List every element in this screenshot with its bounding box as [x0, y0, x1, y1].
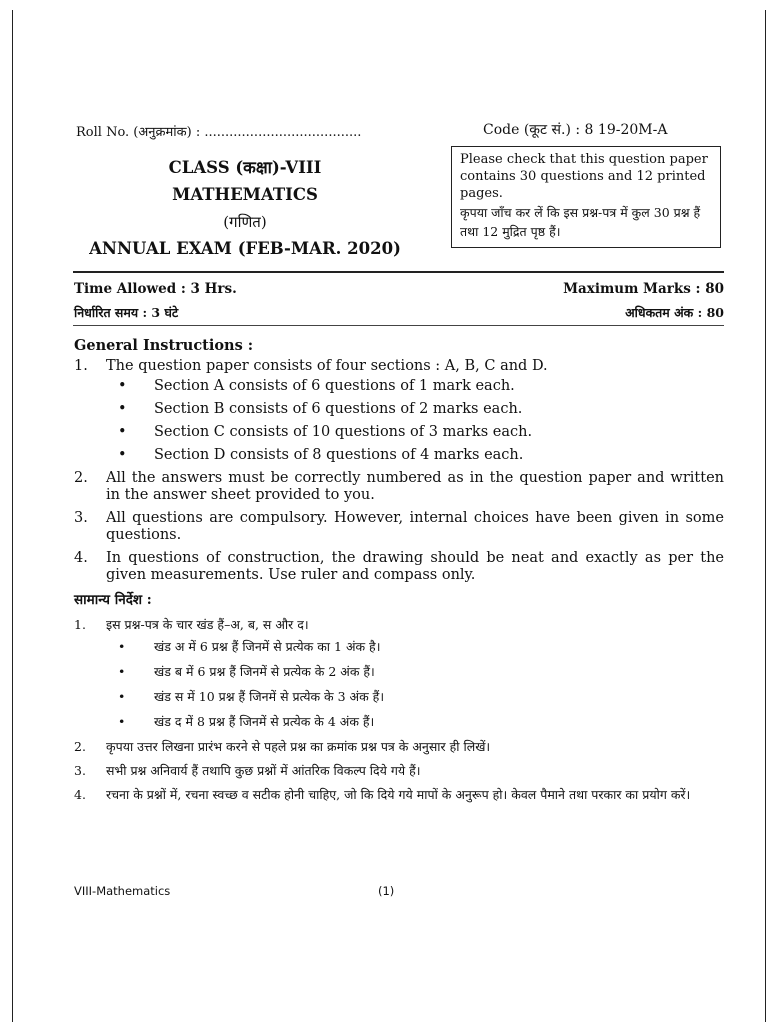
instruction-item-hindi: 4. रचना के प्रश्नों में, रचना स्वच्छ व सटीक होनी चाहिए, जो कि दिये गये मापों के अनुरूप हो। केवल पैमाने तथा परकार का प्रयोग करें।	[74, 787, 691, 802]
roll-number-label: Roll No. (अनुक्रमांक) : ......................................	[76, 125, 362, 140]
maximum-marks: Maximum Marks : 80	[563, 281, 724, 297]
instruction-item-hindi: 3. सभी प्रश्न अनिवार्य हैं तथापि कुछ प्रश्नों में आंतरिक विकल्प दिये गये हैं।	[74, 763, 421, 778]
maximum-marks-hindi: अधिकतम अंक : 80	[625, 305, 724, 320]
meta-row-hindi	[74, 304, 724, 321]
hindi-instructions	[74, 590, 724, 804]
section-bullet-hindi: • खंड ब में 6 प्रश्न हैं जिनमें से प्रत्येक के 2 अंक हैं।	[106, 662, 724, 681]
section-bullet-hindi: • खंड द में 8 प्रश्न हैं जिनमें से प्रत्येक के 4 अंक हैं।	[106, 712, 724, 731]
notice-hindi: कृपया जाँच कर लें कि इस प्रश्न-पत्र में कुल 30 प्रश्न हैं तथा 12 मुद्रित पृष्ठ हैं।	[460, 205, 701, 239]
meta-row-english	[74, 281, 724, 297]
title-block	[60, 156, 430, 264]
instructions	[74, 337, 724, 809]
instruction-item-hindi: 1. इस प्रश्न-पत्र के चार खंड हैं–अ, ब, स और द। • खंड अ में 6 प्रश्न हैं जिनमें से प्रत्येक का 1 अंक है। • खंड ब में 6 प्रश्न हैं जिनमें से प्रत्येक के 2 अंक हैं। • खंड स में 10 प्रश्न हैं जिनमें से प्रत्येक के 3 अंक हैं। • खंड द में 8 प्रश्न हैं जिनमें से प्रत्येक के 4 अंक हैं।	[74, 615, 724, 731]
instruction-item: 4. In questions of construction, the drawing should be neat and exactly as per the given measurements. Use ruler and compass only.	[74, 550, 724, 583]
section-list	[106, 378, 724, 464]
check-notice-box	[451, 146, 721, 248]
section-bullet: • Section A consists of 6 questions of 1 mark each.	[106, 378, 724, 395]
general-instructions-heading-hindi: सामान्य निर्देश :	[74, 592, 152, 608]
notice-english: Please check that this question paper contains 30 questions and 12 printed pages.	[460, 152, 708, 201]
page-footer	[74, 884, 724, 898]
divider-top	[73, 271, 724, 273]
section-bullet-hindi: • खंड स में 10 प्रश्न हैं जिनमें से प्रत्येक के 3 अंक हैं।	[106, 687, 724, 706]
section-bullet-hindi: • खंड अ में 6 प्रश्न हैं जिनमें से प्रत्येक का 1 अंक है।	[106, 637, 724, 656]
subject-title-hindi: (गणित)	[223, 213, 267, 231]
subject-title: MATHEMATICS	[172, 185, 318, 204]
class-title: CLASS (कक्षा)-VIII	[168, 158, 322, 177]
exam-title: ANNUAL EXAM (FEB-MAR. 2020)	[89, 239, 401, 258]
instruction-item: 2. All the answers must be correctly numbered as in the question paper and written in the answer sheet provided to you.	[74, 470, 724, 503]
section-list-hindi	[106, 637, 724, 731]
divider-bottom	[73, 325, 724, 326]
instruction-item-hindi: 2. कृपया उत्तर लिखना प्रारंभ करने से पहले प्रश्न का क्रमांक प्रश्न पत्र के अनुसार ही लिखें।	[74, 739, 491, 754]
page-number: (1)	[378, 884, 395, 898]
time-allowed-hindi: निर्धारित समय : 3 घंटे	[74, 305, 179, 320]
paper-code: Code (कूट सं.) : 8 19-20M-A	[483, 122, 668, 138]
general-instructions-heading: General Instructions :	[74, 337, 254, 354]
instruction-item: 3. All questions are compulsory. However, internal choices have been given in some questions.	[74, 510, 724, 543]
section-bullet: • Section D consists of 8 questions of 4 marks each.	[106, 447, 724, 464]
section-bullet: • Section B consists of 6 questions of 2 marks each.	[106, 401, 724, 418]
section-bullet: • Section C consists of 10 questions of 3 marks each.	[106, 424, 724, 441]
footer-subject: VIII-Mathematics	[74, 884, 171, 898]
instruction-item: 1. The question paper consists of four sections : A, B, C and D. • Section A consists of 6 questions of 1 mark each. • Section B consists of 6 questions of 2 marks each. • Section C consists of 10 questions of 3 marks each. • Section D consists of 8 questions of 4 marks each.	[74, 358, 724, 464]
time-allowed: Time Allowed : 3 Hrs.	[74, 281, 237, 297]
